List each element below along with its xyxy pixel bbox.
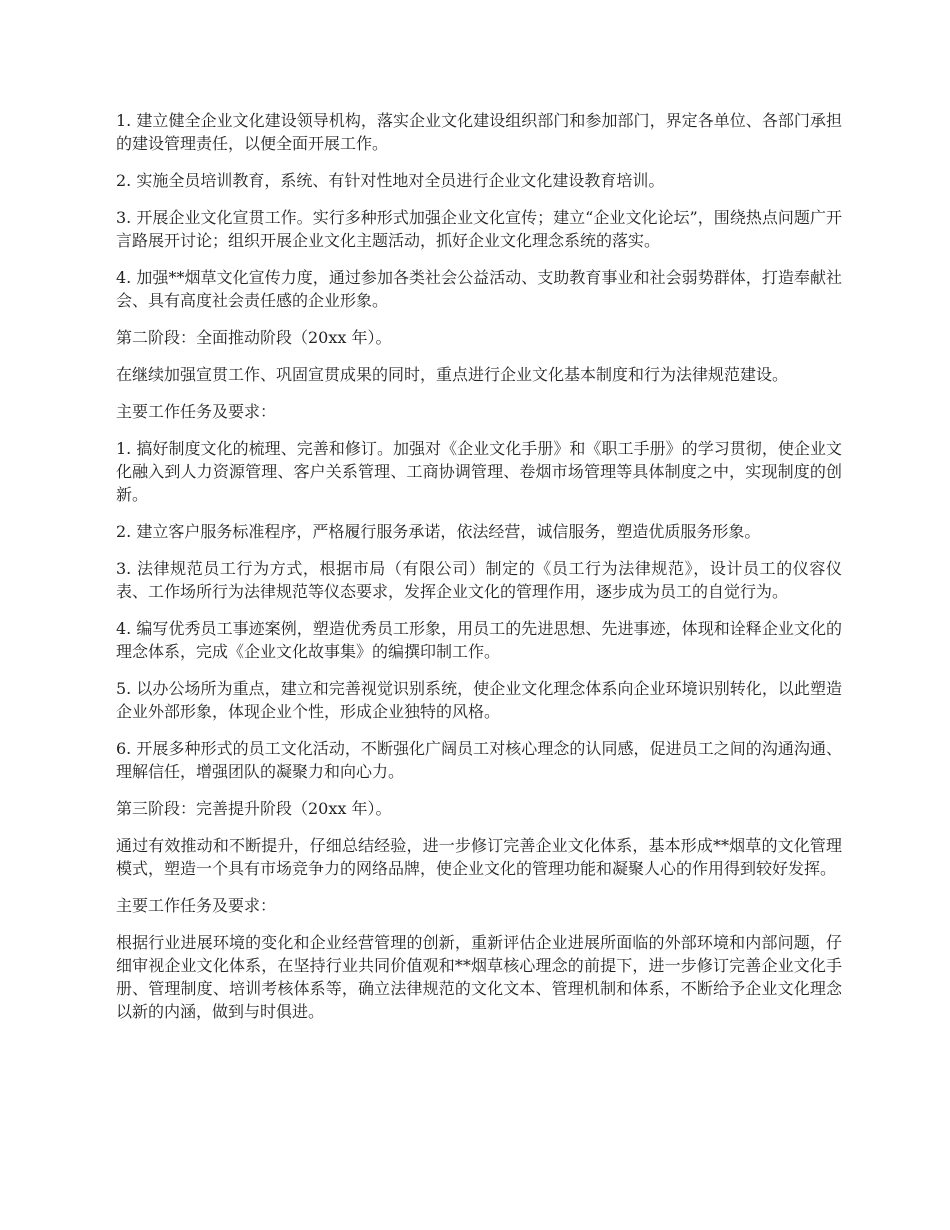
stage3-description: 通过有效推动和不断提升，仔细总结经验，进一步修订完善企业文化体系，基本形成**烟草的文化管理模式，塑造一个具有市场竞争力的网络品牌，使企业文化的管理功能和凝聚人心的作用得到较好发挥。	[116, 836, 842, 878]
stage3-tasks-heading: 主要工作任务及要求：	[116, 896, 277, 915]
stage2-tasks-heading: 主要工作任务及要求：	[116, 402, 277, 421]
paragraph-stage1-item-1: 1. 建立健全企业文化建设领导机构，落实企业文化建设组织部门和参加部门，界定各单位、各部门承担的建设管理责任，以便全面开展工作。	[116, 111, 842, 153]
stage2-description: 在继续加强宣贯工作、巩固宣贯成果的同时，重点进行企业文化基本制度和行为法律规范建设。	[116, 365, 789, 384]
paragraph-stage2-item-6: 6. 开展多种形式的员工文化活动，不断强化广阔员工对核心理念的认同感，促进员工之间的沟通沟通、理解信任，增强团队的凝聚力和向心力。	[116, 739, 842, 781]
document-body	[116, 109, 842, 1037]
paragraph-stage2-item-5: 5. 以办公场所为重点，建立和完善视觉识别系统，使企业文化理念体系向企业环境识别转化，以此塑造企业外部形象，体现企业个性，形成企业独特的风格。	[116, 679, 842, 721]
stage3-tasks-body: 根据行业进展环境的变化和企业经营管理的创新，重新评估企业进展所面临的外部环境和内部问题，仔细审视企业文化体系，在坚持行业共同价值观和**烟草核心理念的前提下，进一步修订完善企业文化手册、管理制度、培训考核体系等，确立法律规范的文化文本、管理机制和体系，不断给予企业文化理念以新的内涵，做到与时俱进。	[116, 933, 842, 1021]
paragraph-stage2-item-4: 4. 编写优秀员工事迹案例，塑造优秀员工形象，用员工的先进思想、先进事迹，体现和诠释企业文化的理念体系，完成《企业文化故事集》的编撰印制工作。	[116, 619, 842, 661]
paragraph-stage1-item-2: 2. 实施全员培训教育，系统、有针对性地对全员进行企业文化建设教育培训。	[116, 171, 665, 190]
paragraph-stage2-item-2: 2. 建立客户服务标准程序，严格履行服务承诺，依法经营，诚信服务，塑造优质服务形象。	[116, 522, 761, 541]
paragraph-stage2-item-1: 1. 搞好制度文化的梳理、完善和修订。加强对《企业文化手册》和《职工手册》的学习贯彻，使企业文化融入到人力资源管理、客户关系管理、工商协调管理、卷烟市场管理等具体制度之中，实现制度的创新。	[116, 439, 842, 504]
paragraph-stage2-item-3: 3. 法律规范员工行为方式，根据市局（有限公司）制定的《员工行为法律规范》，设计员工的仪容仪表、工作场所行为法律规范等仪态要求，发挥企业文化的管理作用，逐步成为员工的自觉行为。	[116, 559, 842, 601]
stage3-heading: 第三阶段：完善提升阶段（20xx 年）。	[116, 799, 392, 818]
paragraph-stage1-item-4: 4. 加强**烟草文化宣传力度，通过参加各类社会公益活动、支助教育事业和社会弱势群体，打造奉献社会、具有高度社会责任感的企业形象。	[116, 268, 842, 310]
stage2-heading: 第二阶段：全面推动阶段（20xx 年）。	[116, 328, 392, 347]
paragraph-stage1-item-3: 3. 开展企业文化宣贯工作。实行多种形式加强企业文化宣传；建立“企业文化论坛”，围绕热点问题广开言路展开讨论；组织开展企业文化主题活动，抓好企业文化理念系统的落实。	[116, 208, 842, 250]
